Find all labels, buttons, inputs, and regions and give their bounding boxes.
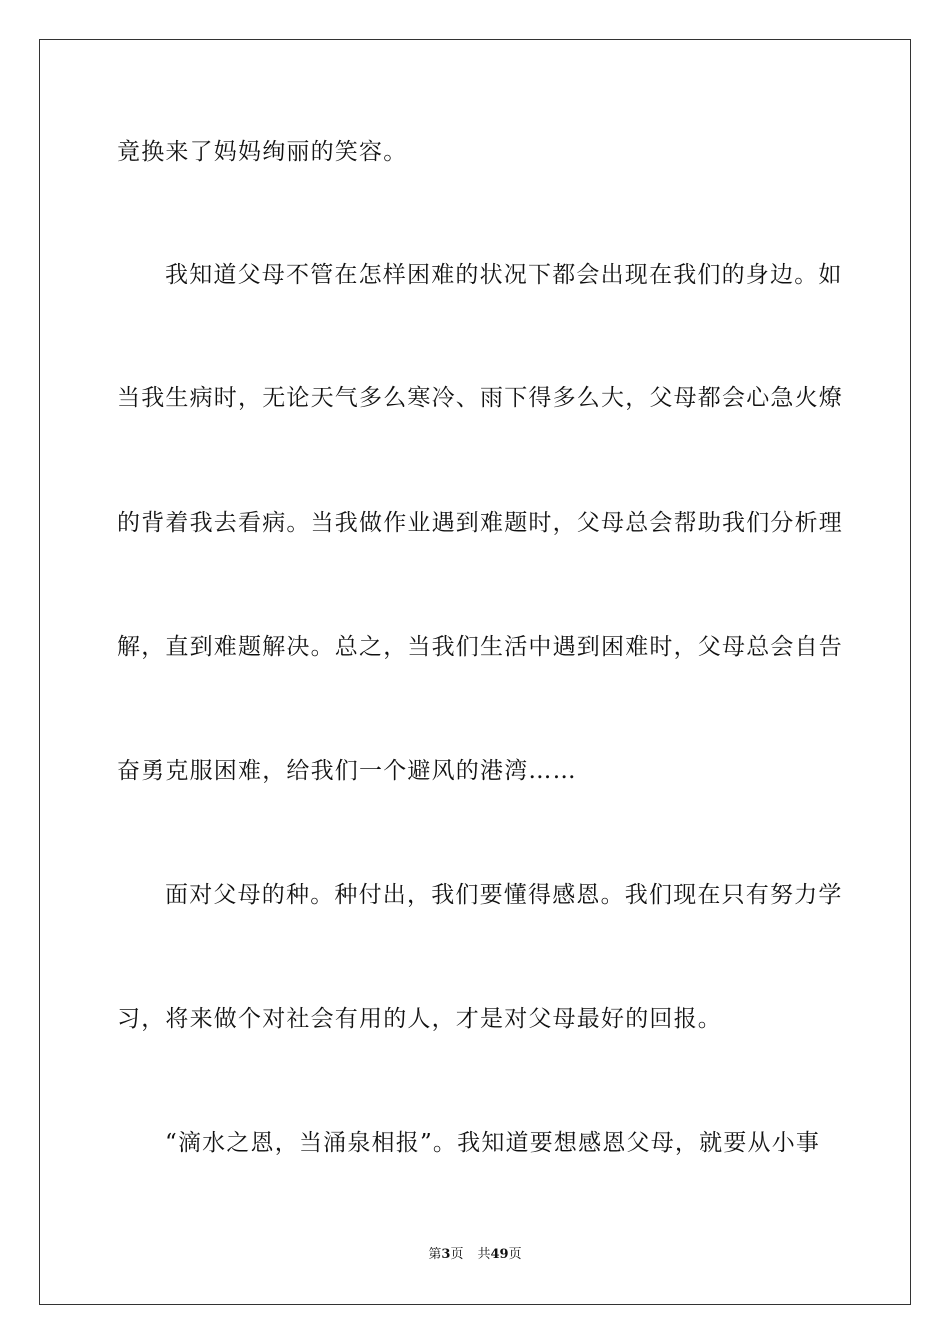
total-pages: 49	[490, 1247, 509, 1262]
page-footer	[0, 1246, 950, 1264]
paragraph-first-line: “滴水之恩，当涌泉相报”。我知道要想感恩父母，就要从小事	[165, 1130, 821, 1156]
page-border	[39, 39, 911, 1305]
text-line: 习，将来做个对社会有用的人，才是对父母最好的回报。	[117, 1006, 722, 1032]
text-line: 解，直到难题解决。总之，当我们生活中遇到困难时，父母总会自告	[117, 634, 843, 660]
page-number: 3	[441, 1247, 451, 1262]
text-line: 的背着我去看病。当我做作业遇到难题时，父母总会帮助我们分析理	[117, 510, 843, 536]
total-suffix: 页	[508, 1247, 522, 1262]
text-line: 竟换来了妈妈绚丽的笑容。	[117, 139, 408, 165]
paragraph-first-line: 我知道父母不管在怎样困难的状况下都会出现在我们的身边。如	[165, 262, 843, 288]
text-line: 当我生病时，无论天气多么寒冷、雨下得多么大，父母都会心急火燎	[117, 385, 843, 411]
text-line: 奋勇克服困难，给我们一个避风的港湾……	[117, 758, 577, 784]
total-prefix: 共	[477, 1247, 491, 1262]
page-suffix: 页	[450, 1247, 464, 1262]
paragraph-first-line: 面对父母的种。种付出，我们要懂得感恩。我们现在只有努力学	[165, 882, 843, 908]
page-prefix: 第	[428, 1247, 442, 1262]
